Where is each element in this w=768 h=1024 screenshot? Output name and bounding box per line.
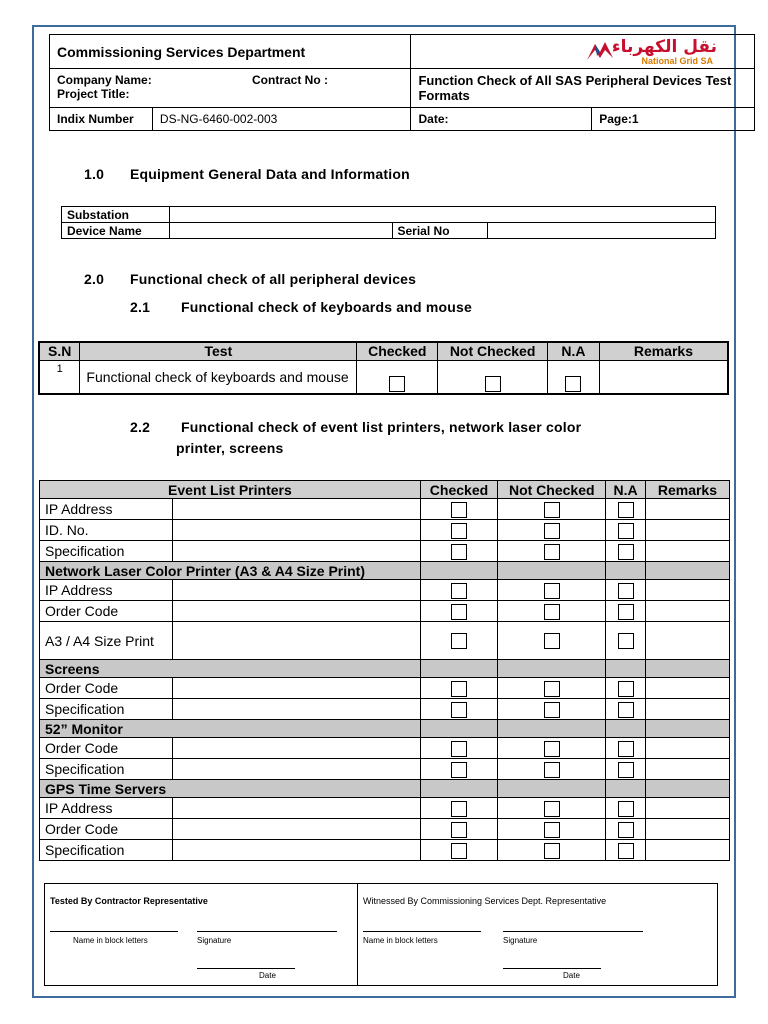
table-section-row [40, 720, 730, 738]
checked-checkbox[interactable] [389, 376, 405, 392]
substation-value-field[interactable] [169, 207, 715, 223]
logo-english-text: National Grid SA [641, 55, 713, 66]
row-value-field[interactable] [173, 819, 420, 840]
header-not-checked: Not Checked [438, 342, 548, 360]
table-row [40, 699, 730, 720]
checked-checkbox[interactable] [451, 544, 467, 560]
section-empty-cell [498, 780, 606, 798]
row-value-field[interactable] [173, 798, 420, 819]
not-checked-checkbox[interactable] [485, 376, 501, 392]
contractor-signature-caption: Signature [197, 936, 232, 945]
contract-no-label: Contract No : [252, 73, 328, 88]
section-empty-cell [498, 562, 606, 580]
na-checkbox[interactable] [618, 544, 634, 560]
checked-checkbox[interactable] [451, 502, 467, 518]
checked-checkbox[interactable] [451, 822, 467, 838]
row-label: Order Code [40, 601, 173, 622]
section-2-2-number: 2.2 [130, 419, 151, 435]
not-checked-checkbox[interactable] [544, 843, 560, 859]
table-section-row [40, 562, 730, 580]
section-empty-cell [420, 780, 497, 798]
device-name-label: Device Name [62, 223, 170, 239]
header-checked: Checked [420, 481, 497, 499]
na-checkbox[interactable] [618, 681, 634, 697]
remarks-field[interactable] [645, 499, 729, 520]
witness-signature-caption: Signature [503, 936, 538, 945]
device-name-value-field[interactable] [169, 223, 392, 239]
na-checkbox[interactable] [618, 741, 634, 757]
row-label: A3 / A4 Size Print [40, 622, 173, 660]
row-label: Specification [40, 541, 173, 562]
section-empty-cell [498, 720, 606, 738]
index-number-value: DS-NG-6460-002-003 [152, 107, 411, 130]
section-1-title: Equipment General Data and Information [130, 166, 410, 182]
section-2-title: Functional check of all peripheral devices [130, 271, 417, 287]
witness-signature-section [358, 884, 717, 985]
section-2-1-title: Functional check of keyboards and mouse [181, 299, 472, 315]
remarks-field[interactable] [645, 541, 729, 562]
row-value-field[interactable] [173, 678, 420, 699]
row-label: Specification [40, 699, 173, 720]
serial-no-value-field[interactable] [488, 223, 716, 239]
not-checked-checkbox[interactable] [544, 702, 560, 718]
section-empty-cell [420, 720, 497, 738]
row-label: ID. No. [40, 520, 173, 541]
not-checked-checkbox[interactable] [544, 822, 560, 838]
table-row [40, 678, 730, 699]
remarks-field[interactable] [645, 759, 729, 780]
logo-mark-icon [585, 40, 615, 62]
header-test: Test [80, 342, 357, 360]
na-checkbox[interactable] [618, 502, 634, 518]
section-2-2-heading [130, 419, 582, 456]
row-value-field[interactable] [173, 580, 420, 601]
section-label: Screens [40, 660, 421, 678]
logo-arabic-text: نقل الكهرباء [611, 36, 717, 57]
printer-screens-table [39, 480, 730, 861]
section-empty-cell [645, 720, 729, 738]
witness-signature-line[interactable] [503, 931, 643, 932]
witness-name-line[interactable] [363, 931, 481, 932]
remarks-field[interactable] [645, 798, 729, 819]
equipment-table [61, 206, 716, 239]
not-checked-checkbox[interactable] [544, 583, 560, 599]
not-checked-checkbox[interactable] [544, 741, 560, 757]
keyboard-mouse-table [38, 341, 729, 395]
header-sn: S.N [39, 342, 80, 360]
checked-checkbox[interactable] [451, 762, 467, 778]
table-row [40, 819, 730, 840]
header-na: N.A [606, 481, 645, 499]
section-2-heading [84, 271, 417, 287]
section-label: 52” Monitor [40, 720, 421, 738]
table-row [40, 840, 730, 861]
document-title: Function Check of All SAS Peripheral Devices Test Formats [411, 69, 755, 107]
section-empty-cell [606, 660, 645, 678]
row-value-field[interactable] [173, 601, 420, 622]
remarks-field[interactable] [645, 738, 729, 759]
witness-title: Witnessed By Commissioning Services Dept. Representative [363, 896, 607, 906]
section-empty-cell [606, 780, 645, 798]
section-1-heading [84, 166, 410, 182]
checked-checkbox[interactable] [451, 702, 467, 718]
na-checkbox[interactable] [618, 633, 634, 649]
na-checkbox[interactable] [618, 583, 634, 599]
index-number-label: Indix Number [50, 107, 153, 130]
section-2-2-title-line2: printer, screens [176, 440, 284, 456]
checked-checkbox[interactable] [451, 843, 467, 859]
section-empty-cell [645, 660, 729, 678]
contractor-signature-line[interactable] [197, 931, 337, 932]
checked-checkbox[interactable] [451, 604, 467, 620]
table-row [40, 601, 730, 622]
na-checkbox[interactable] [618, 843, 634, 859]
checked-checkbox[interactable] [451, 741, 467, 757]
section-empty-cell [645, 780, 729, 798]
section-empty-cell [420, 562, 497, 580]
witness-name-caption: Name in block letters [363, 936, 438, 945]
project-title-label: Project Title: [57, 87, 130, 102]
contractor-name-caption: Name in block letters [73, 936, 148, 945]
not-checked-checkbox[interactable] [544, 801, 560, 817]
section-2-1-number: 2.1 [130, 299, 151, 315]
table-row [40, 798, 730, 819]
company-logo [411, 35, 755, 69]
not-checked-checkbox[interactable] [544, 681, 560, 697]
remarks-field[interactable] [645, 520, 729, 541]
row-test-name: Functional check of keyboards and mouse [80, 360, 357, 394]
remarks-field[interactable] [645, 699, 729, 720]
row-value-field[interactable] [173, 622, 420, 660]
section-empty-cell [498, 660, 606, 678]
signature-block [44, 883, 718, 986]
section-2-2-title-line1: Functional check of event list printers, network laser color [181, 419, 582, 435]
date-label: Date: [411, 107, 592, 130]
checked-checkbox[interactable] [451, 801, 467, 817]
section-empty-cell [645, 562, 729, 580]
na-checkbox[interactable] [618, 702, 634, 718]
witness-date-line[interactable] [503, 968, 601, 969]
checked-checkbox[interactable] [451, 583, 467, 599]
substation-label: Substation [62, 207, 170, 223]
row-label: Specification [40, 840, 173, 861]
table-row [40, 580, 730, 601]
row-label: IP Address [40, 798, 173, 819]
not-checked-checkbox[interactable] [544, 544, 560, 560]
table-row [40, 759, 730, 780]
not-checked-checkbox[interactable] [544, 502, 560, 518]
checked-checkbox[interactable] [451, 523, 467, 539]
serial-no-label: Serial No [392, 223, 488, 239]
remarks-field[interactable] [645, 840, 729, 861]
table-row [40, 541, 730, 562]
section-empty-cell [420, 660, 497, 678]
header-remarks: Remarks [599, 342, 728, 360]
not-checked-checkbox[interactable] [544, 762, 560, 778]
row-label: Order Code [40, 738, 173, 759]
table-row [40, 520, 730, 541]
section-2-number: 2.0 [84, 271, 105, 287]
table-section-row [40, 660, 730, 678]
not-checked-checkbox[interactable] [544, 523, 560, 539]
remarks-field[interactable] [599, 360, 728, 394]
department-title: Commissioning Services Department [50, 35, 411, 69]
row-label: IP Address [40, 499, 173, 520]
remarks-field[interactable] [645, 622, 729, 660]
contractor-title: Tested By Contractor Representative [50, 896, 208, 906]
na-checkbox[interactable] [565, 376, 581, 392]
row-value-field[interactable] [173, 499, 420, 520]
table-section-row [40, 780, 730, 798]
section-label: GPS Time Servers [40, 780, 421, 798]
not-checked-checkbox[interactable] [544, 633, 560, 649]
table-row [40, 499, 730, 520]
section-2-1-heading [130, 299, 472, 315]
table-row [40, 738, 730, 759]
header-remarks: Remarks [645, 481, 729, 499]
document-header [49, 34, 755, 131]
remarks-field[interactable] [645, 678, 729, 699]
row-label: Order Code [40, 819, 173, 840]
contractor-name-line[interactable] [50, 931, 178, 932]
section-label: Network Laser Color Printer (A3 & A4 Size Print) [40, 562, 421, 580]
na-checkbox[interactable] [618, 523, 634, 539]
na-checkbox[interactable] [618, 822, 634, 838]
row-value-field[interactable] [173, 520, 420, 541]
contractor-date-caption: Date [259, 971, 276, 980]
remarks-field[interactable] [645, 601, 729, 622]
row-value-field[interactable] [173, 840, 420, 861]
row-value-field[interactable] [173, 699, 420, 720]
contractor-signature-section [45, 884, 358, 985]
table-row [40, 622, 730, 660]
remarks-field[interactable] [645, 580, 729, 601]
header-na: N.A [547, 342, 599, 360]
row-label: Order Code [40, 678, 173, 699]
row-sn: 1 [39, 360, 80, 394]
row-value-field[interactable] [173, 759, 420, 780]
not-checked-checkbox[interactable] [544, 604, 560, 620]
header-event-list-printers: Event List Printers [40, 481, 421, 499]
na-checkbox[interactable] [618, 604, 634, 620]
checked-checkbox[interactable] [451, 633, 467, 649]
section-empty-cell [606, 562, 645, 580]
contractor-date-line[interactable] [197, 968, 295, 969]
section-1-number: 1.0 [84, 166, 105, 182]
section-empty-cell [606, 720, 645, 738]
remarks-field[interactable] [645, 819, 729, 840]
header-checked: Checked [357, 342, 438, 360]
na-checkbox[interactable] [618, 762, 634, 778]
na-checkbox[interactable] [618, 801, 634, 817]
checked-checkbox[interactable] [451, 681, 467, 697]
row-value-field[interactable] [173, 541, 420, 562]
header-not-checked: Not Checked [498, 481, 606, 499]
row-value-field[interactable] [173, 738, 420, 759]
table-row [39, 360, 728, 394]
page-number: Page:1 [592, 107, 755, 130]
row-label: Specification [40, 759, 173, 780]
row-label: IP Address [40, 580, 173, 601]
company-name-label: Company Name: [57, 73, 152, 88]
witness-date-caption: Date [563, 971, 580, 980]
